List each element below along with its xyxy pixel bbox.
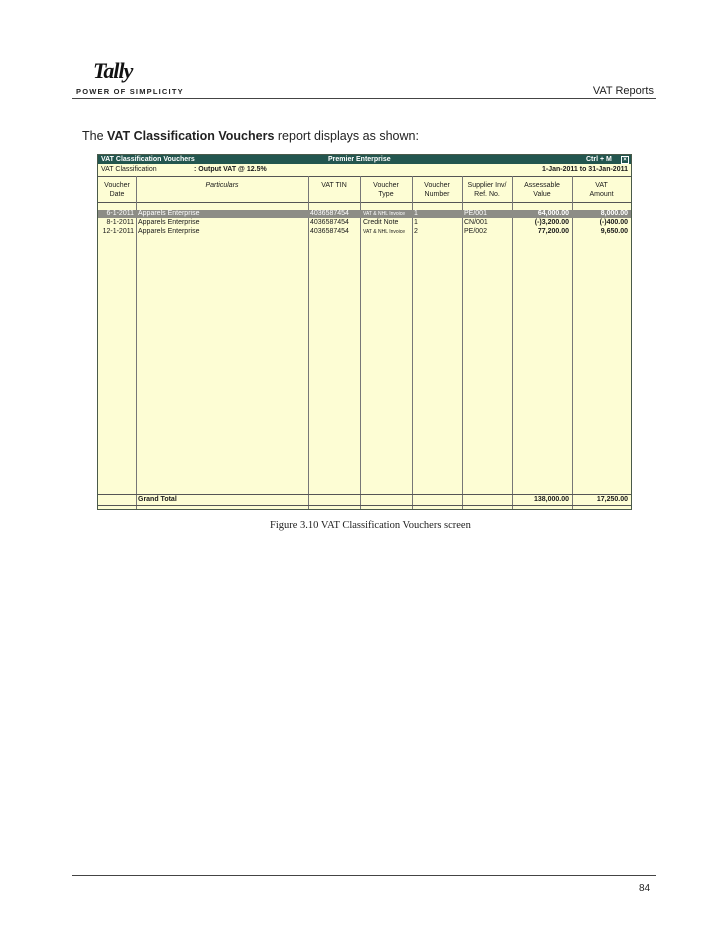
company-name: Premier Enterprise: [328, 156, 391, 163]
intro-suffix: report displays as shown:: [274, 129, 419, 143]
screen-title: VAT Classification Vouchers: [101, 156, 195, 163]
intro-text: [82, 129, 419, 143]
cell-assessable: 77,200.00: [537, 228, 569, 235]
table-row[interactable]: [98, 219, 631, 227]
cell-number: 1: [414, 210, 418, 217]
col-particulars-header: Particulars: [205, 182, 239, 189]
section-title: VAT Reports: [592, 85, 654, 97]
grand-total-label: Grand Total: [138, 496, 177, 503]
cell-ref: CN/001: [464, 219, 488, 226]
shortcut-label: Ctrl + M: [586, 156, 612, 163]
header-rule: [72, 98, 656, 99]
report-subheader: [98, 164, 631, 176]
col-assessable-header: Assessable Value: [524, 182, 560, 198]
report-period: 1-Jan-2011 to 31-Jan-2011: [542, 166, 628, 173]
cell-date: 12-1-2011: [102, 228, 134, 235]
cell-type: Credit Note: [363, 219, 399, 226]
col-tin-header: VAT TIN: [321, 182, 347, 189]
intro-bold: VAT Classification Vouchers: [107, 129, 275, 143]
col-type-header: Voucher Type: [373, 182, 399, 198]
grand-total-row: [98, 496, 631, 504]
cell-type: VAT & NHL Invoice: [363, 211, 406, 217]
cell-number: 1: [414, 219, 418, 226]
cell-tin: 4036587454: [310, 219, 349, 226]
total-bottom-line: [98, 505, 631, 506]
close-icon[interactable]: ×: [621, 156, 629, 164]
classification-value: : Output VAT @ 12.5%: [194, 166, 267, 173]
table-row[interactable]: [98, 210, 631, 218]
figure-caption: Figure 3.10 VAT Classification Vouchers screen: [270, 520, 471, 531]
classification-label: VAT Classification: [101, 166, 157, 173]
cell-vat: 9,650.00: [600, 228, 628, 235]
cell-particulars: Apparels Enterprise: [138, 228, 200, 235]
cell-tin: 4036587454: [310, 228, 349, 235]
grand-total-assessable: 138,000.00: [533, 496, 569, 503]
header-top-line: [98, 176, 631, 177]
cell-particulars: Apparels Enterprise: [138, 219, 200, 226]
col-number-header: Voucher Number: [424, 182, 450, 198]
cell-date: 6-1-2011: [106, 210, 134, 217]
cell-type: VAT & NHL Invoice: [363, 229, 406, 235]
header-bottom-line: [98, 202, 631, 203]
cell-tin: 4036587454: [310, 210, 349, 217]
cell-particulars: Apparels Enterprise: [138, 210, 200, 217]
vat-classification-screen: [97, 154, 632, 510]
cell-number: 2: [414, 228, 418, 235]
cell-vat: 8,000.00: [600, 210, 628, 217]
cell-ref: PE/002: [464, 228, 487, 235]
footer-rule: [72, 875, 656, 876]
cell-ref: PE/001: [464, 210, 487, 217]
col-vat-header: VAT Amount: [589, 182, 614, 198]
total-top-line: [98, 494, 631, 495]
tagline: POWER OF SIMPLICITY: [76, 87, 184, 96]
page-number: 84: [639, 883, 651, 894]
cell-vat: (-)400.00: [599, 219, 628, 226]
cell-date: 8-1-2011: [106, 219, 134, 226]
cell-assessable: (-)3,200.00: [534, 219, 569, 226]
col-date-header: Voucher Date: [104, 182, 130, 198]
table-row[interactable]: [98, 228, 631, 236]
col-ref-header: Supplier Inv/ Ref. No.: [467, 182, 507, 198]
intro-prefix: The: [82, 129, 108, 143]
cell-assessable: 64,000.00: [537, 210, 569, 217]
grand-total-vat: 17,250.00: [596, 496, 628, 503]
title-bar: [98, 155, 631, 164]
tally-logo: Tally: [93, 58, 133, 83]
